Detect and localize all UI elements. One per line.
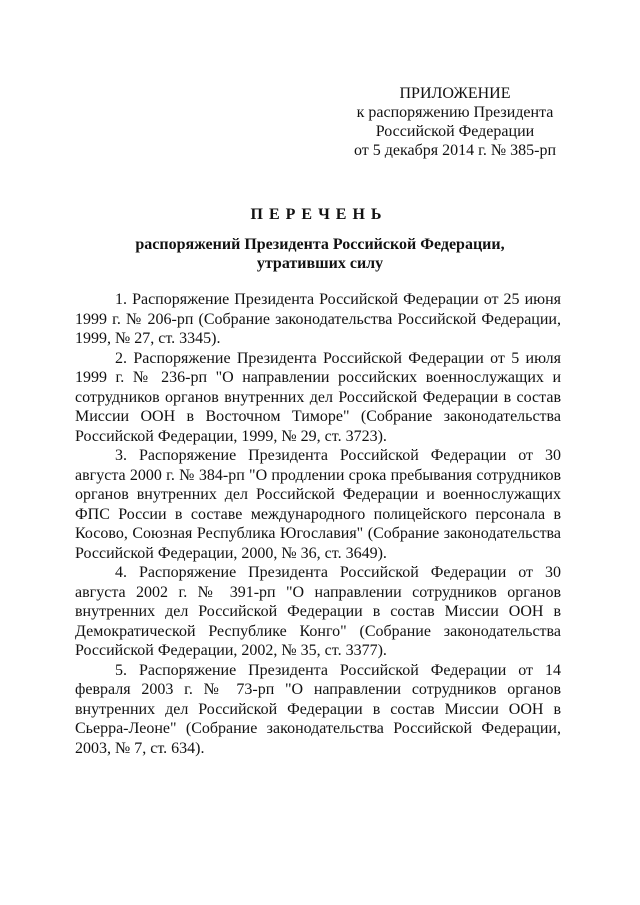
appendix-block [320,84,590,160]
item-text: Распоряжение Президента Российской Федерации от 25 июня 1999 г. № 206-рп (Собрание законодательства Российской Федерации, 1999, № 27, ст. 3345). [75,291,562,347]
item-text: Распоряжение Президента Российской Федерации от 5 июля 1999 г. № 236-рп "О направлении российских военнослужащих и сотрудников органов внутренних дел Российской Федерации в состав Миссии ООН в Восточном Тиморе" (Собрание законодательства Российской Федерации, 1999, № 29, ст. 3723). [75,349,562,445]
item-text: Распоряжение Президента Российской Федерации от 14 февраля 2003 г. № 73-рп "О направлении сотрудников органов внутренних дел Российской Федерации в состав Миссии ООН в Сьерра-Леоне" (Собрание законодательства Российской Федерации, 2003, № 7, ст. 634). [75,661,562,757]
list-item [75,290,561,349]
document-title: ПЕРЕЧЕНЬ [250,206,388,223]
item-text: Распоряжение Президента Российской Федерации от 30 августа 2002 г. № 391-рп "О направлении сотрудников органов внутренних дел Российской Федерации в состав Миссии ООН в Демократической Республике Конго" (Собрание законодательства Российской Федерации, 2002, № 35, ст. 3377). [75,564,562,659]
list-item [75,563,561,661]
subtitle-line-2: утративших силу [256,255,384,272]
document-subtitle [0,235,640,273]
document-heading [0,205,640,273]
item-number: 3. [115,447,127,464]
item-number: 1. [115,291,127,308]
appendix-label: ПРИЛОЖЕНИЕ [399,85,511,102]
appendix-date-number: от 5 декабря 2014 г. № 385-рп [353,142,557,159]
item-text: Распоряжение Президента Российской Федерации от 30 августа 2000 г. № 384-рп "О продлении срока пребывания сотрудников органов внутренних дел Российской Федерации и военнослужащих ФПС России в составе международного полицейского персонала в Косово, Союзная Республика Югославия" (Собрание законодательства Российской Федерации, 2000, № 36, ст. 3649). [75,447,562,562]
appendix-authority: Российской Федерации [375,123,535,140]
repealed-orders-list [75,290,561,758]
item-number: 2. [115,349,127,367]
list-item [75,446,561,563]
subtitle-line-1: распоряжений Президента Российской Федерации, [135,236,505,253]
item-number: 5. [115,661,127,679]
list-item [75,661,561,759]
item-number: 4. [115,564,127,581]
appendix-reference: к распоряжению Президента [356,104,554,121]
list-item [75,349,561,447]
